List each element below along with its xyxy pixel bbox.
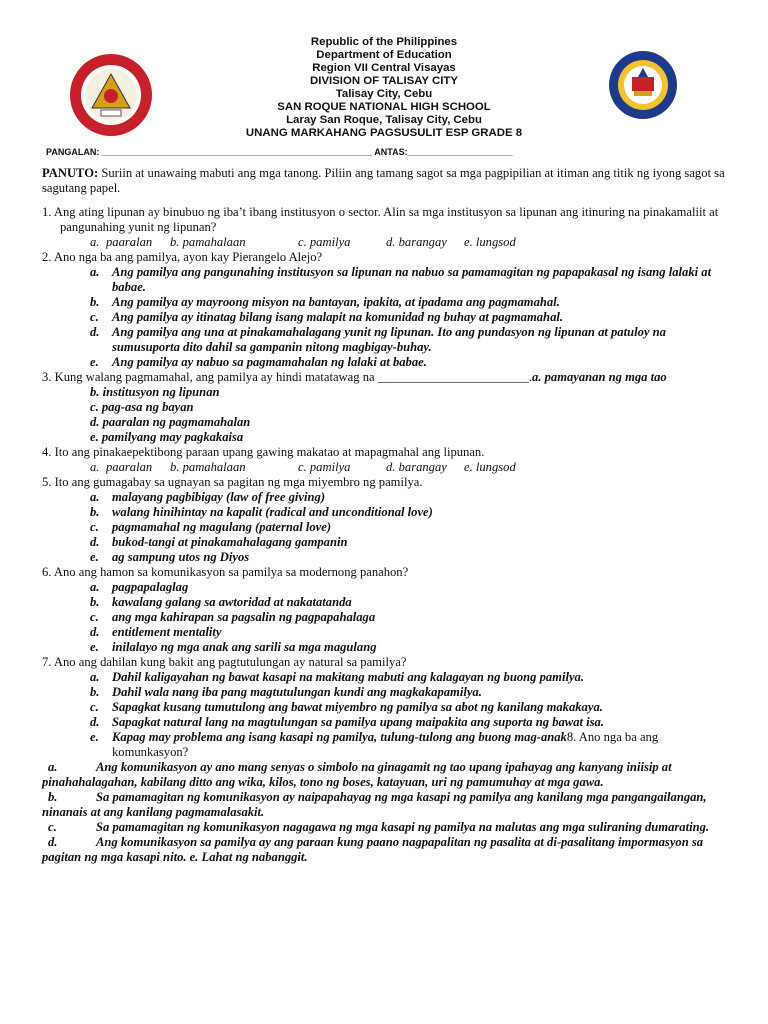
option-text: Dahil kaligayahan ng bawat kasapi na makitang mabuti ang kalagayan ng buong pamilya. (112, 670, 585, 684)
option-text: Sa pamamagitan ng komunikasyon nagagawa ng mga kasapi ng pamilya na malutas ang mga suliraning dumarating. (96, 820, 710, 834)
question-7 (42, 655, 732, 760)
option: c. pag-asa ng bayan (90, 400, 194, 414)
option: d. paaralan ng pagmamahalan (90, 415, 251, 429)
instructions (42, 166, 732, 196)
question-5 (42, 475, 732, 565)
option-text: ang mga kahirapan sa pagsalin ng pagpapahalaga (112, 610, 376, 624)
option: d. barangay (386, 460, 447, 474)
option-letter: a. (90, 235, 100, 249)
option-text: Ang komunikasyon ay ano mang senyas o simbolo na ginagamit ng tao upang ipahayag ang kanyang iniisip at pinahahalagahan, kabilang ditto ang wika, kilos, tono ng boses, katayuan, uri ng pamumuhay at mga gawa. (42, 760, 672, 789)
option-letter: a. (48, 760, 58, 774)
question-text: 2. Ano nga ba ang pamilya, ayon kay Pierangelo Alejo? (42, 250, 323, 264)
option (42, 550, 732, 565)
option: c. pamilya (298, 460, 351, 474)
option (42, 670, 732, 685)
option (42, 595, 732, 610)
option-letter: d. (48, 835, 58, 849)
option-text: pagpapalaglag (112, 580, 189, 594)
header-line: DIVISION OF TALISAY CITY (310, 75, 458, 87)
option (42, 610, 732, 625)
option: e. lungsod (464, 235, 516, 249)
option (42, 505, 732, 520)
header-line: Talisay City, Cebu (335, 88, 433, 100)
option (42, 325, 732, 355)
option-text: Sapagkat kusang tumutulong ang bawat miyembro ng pamilya sa abot ng kanilang makakaya. (112, 700, 603, 714)
option-text: inilalayo ng mga anak ang sarili sa mga magulang (112, 640, 377, 654)
option (42, 310, 732, 325)
option-letter: e. (90, 730, 99, 744)
option-text: Sa pamamagitan ng komunikasyon ay naipapahayag ng mga kasapi ng pamilya ang kanilang mga pangangailangan, ninanais at ang kanilang pagmamalasakit. (42, 790, 707, 819)
option-letter: b. (90, 685, 100, 699)
question-text: 5. Ito ang gumagabay sa ugnayan sa pagitan ng mga miyembro ng pamilya. (42, 475, 423, 489)
option (42, 640, 732, 655)
option-letter: d. (90, 325, 100, 339)
option-text: Sapagkat natural lang na magtulungan sa pamilya upang maipakita ang suporta ng bawat isa. (112, 715, 604, 729)
option (42, 835, 732, 865)
option (42, 355, 732, 370)
header-line: Department of Education (316, 49, 452, 61)
option-text: pagmamahal ng magulang (paternal love) (112, 520, 332, 534)
option-text: Ang pamilya ang pangunahing institusyon sa lipunan na nabuo sa pamamagitan ng papapakasal ng isang lalaki at babae. (112, 265, 712, 294)
option: a. pamayanan ng mga tao (532, 370, 667, 384)
option-letter: c. (90, 520, 99, 534)
option-text: Kapag may problema ang isang kasapi ng pamilya, tulung-tulong ang buong mag-anak (112, 730, 567, 744)
question-2 (42, 250, 732, 370)
option-letter: b. (90, 505, 100, 519)
option (42, 265, 732, 295)
option: paaralan (106, 460, 153, 474)
option-text: malayang pagbibigay (law of free giving) (112, 490, 326, 504)
option-letter: c. (48, 820, 57, 834)
question-3 (42, 370, 732, 445)
option (42, 520, 732, 535)
option (42, 580, 732, 595)
option (42, 490, 732, 505)
option (42, 730, 732, 760)
option (42, 625, 732, 640)
question-text: 6. Ano ang hamon sa komunikasyon sa pamilya sa modernong panahon? (42, 565, 409, 579)
question-text: 4. Ito ang pinakaepektibong paraan upang gawing makatao at mapagmahal ang lipunan. (42, 445, 485, 459)
option (42, 820, 732, 835)
question-8-text: 8. Ano nga ba ang komunkasyon? (112, 730, 659, 759)
name-grade-line: PANGALAN: ______________________________________________________ ANTAS:_____________________ (46, 147, 513, 157)
option (42, 700, 732, 715)
option-letter: c. (90, 310, 99, 324)
question-8-options (42, 760, 732, 865)
question-4 (42, 445, 732, 475)
option (42, 685, 732, 700)
header-line: Region VII Central Visayas (312, 62, 456, 74)
option: c. pamilya (298, 235, 351, 249)
header-line: Laray San Roque, Talisay City, Cebu (286, 114, 482, 126)
option-text: kawalang galang sa awtoridad at nakatatanda (112, 595, 352, 609)
option-letter: b. (90, 295, 100, 309)
instructions-label: PANUTO: (42, 166, 99, 180)
option-letter: d. (90, 715, 100, 729)
option-text: Ang pamilya ay mayroong misyon na bantayan, ipakita, at ipadama ang pagmamahal. (112, 295, 560, 309)
option-letter: b. (48, 790, 58, 804)
option-letter: d. (90, 625, 100, 639)
option-letter: c. (90, 700, 99, 714)
option-text: Dahil wala nang iba pang magtutulungan kundi ang magkakapamilya. (112, 685, 482, 699)
option: e. lungsod (464, 460, 516, 474)
header-line: Republic of the Philippines (310, 36, 458, 48)
option-text: Ang komunikasyon sa pamilya ay ang paraan kung paano nagpapalitan ng pasalita at di-pasalitang impormasyon sa pagitan ng mga kasapi nito. e. Lahat ng nabanggit. (42, 835, 704, 864)
option: b. institusyon ng lipunan (90, 385, 220, 399)
option: d. barangay (386, 235, 447, 249)
option: b. pamahalaan (170, 235, 246, 249)
option (42, 760, 732, 790)
option (42, 535, 732, 550)
option-text: Ang pamilya ang una at pinakamahalagang yunit ng lipunan. Ito ang pundasyon ng lipunan at patuloy na sumusuporta dito dahil sa gampanin nitong magbigay-buhay. (112, 325, 666, 354)
option-text: Ang pamilya ay nabuo sa pagmamahalan ng lalaki at babae. (112, 355, 427, 369)
option (42, 715, 732, 730)
option-letter: a. (90, 580, 100, 594)
option-letter: a. (90, 490, 100, 504)
option-letter: e. (90, 355, 99, 369)
option: e. pamilyang may pagkakaisa (90, 430, 244, 444)
option-letter: d. (90, 535, 100, 549)
option-letter: a. (90, 460, 100, 474)
option-letter: a. (90, 670, 100, 684)
question-1 (42, 205, 732, 250)
instructions-text: Suriin at unawaing mabuti ang mga tanong. Piliin ang tamang sagot sa mga pagpipilian at itiman ang titik ng iyong sagot sa sagutang papel. (42, 166, 725, 195)
option (42, 295, 732, 310)
division-seal-icon (608, 50, 678, 120)
question-text: 3. Kung walang pagmamahal, ang pamilya ay hindi matatawag na ________________________. (42, 370, 533, 384)
option-text: Ang pamilya ay itinatag bilang isang malapit na komunidad ng buhay at pagmamahal. (112, 310, 564, 324)
option-letter: e. (90, 640, 99, 654)
options-row (42, 460, 732, 475)
option-letter: a. (90, 265, 100, 279)
question-text: 1. Ang ating lipunan ay binubuo ng iba’t ibang institusyon o sector. Alin sa mga institusyon sa lipunan ang itinuring na pinakamaliit at pangunahing yunit ng lipunan? (42, 205, 719, 234)
school-logo-icon (68, 52, 154, 138)
option-text: ag sampung utos ng Diyos (112, 550, 250, 564)
question-6 (42, 565, 732, 655)
exam-content (42, 166, 732, 865)
header-line: UNANG MARKAHANG PAGSUSULIT ESP GRADE 8 (245, 127, 523, 139)
option (42, 790, 732, 820)
question-text: 7. Ano ang dahilan kung bakit ang pagtutulungan ay natural sa pamilya? (42, 655, 407, 669)
header-line: SAN ROQUE NATIONAL HIGH SCHOOL (277, 101, 491, 113)
option-letter: e. (90, 550, 99, 564)
option-letter: c. (90, 610, 99, 624)
option-text: bukod-tangi at pinakamahalagang gampanin (112, 535, 348, 549)
option-text: walang hinihintay na kapalit (radical and unconditional love) (112, 505, 433, 519)
option: b. pamahalaan (170, 460, 246, 474)
option-letter: b. (90, 595, 100, 609)
option-text: entitlement mentality (112, 625, 222, 639)
option: paaralan (106, 235, 153, 249)
options-row (42, 235, 732, 250)
